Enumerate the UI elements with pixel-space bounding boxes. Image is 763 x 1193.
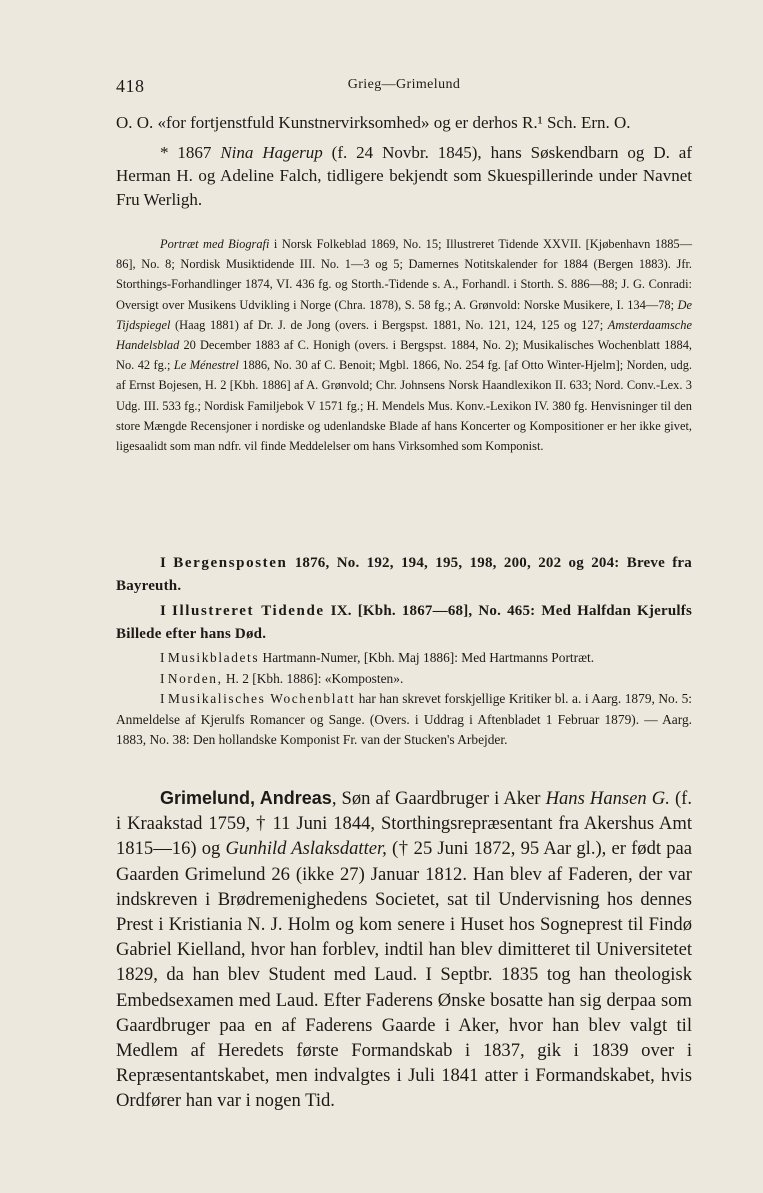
writing-ref-2 <box>116 600 692 646</box>
biblio-italic-3: Amsterdaamsche Handelsblad <box>116 317 692 353</box>
ref-prefix: I <box>160 691 168 707</box>
marriage-prefix: * 1867 <box>160 142 221 162</box>
ref-source: Musikalisches Wochenblatt <box>167 691 356 707</box>
biblio-part-1: i Norsk Folkeblad 1869, No. 15; Illustreret Tidende XXVII. [Kjøbenhavn 1885—86], No. 8; Nordisk Musiktidende III. No. 1—3 og 5; Damernes Notitskalender for 1884 (Bergen 1883). Jfr. Storthings-Forhandlinger 1874, VI. 436 fg. og Storth.-Tidende s. A., Forhandl. i Storth. S. 886—88; J. G. Conradi: Oversigt over Musikens Udvikling i Norge (Chra. 1878), S. 58 fg.; A. Grønvold: Norske Musikere, I. 134—78; <box>116 237 693 312</box>
biblio-lead: Portræt med Biografi <box>160 237 270 251</box>
running-head: Grieg—Grimelund <box>347 77 461 92</box>
biblio-part-3: 20 December 1883 af C. Honigh (overs. i Bergspst. 1884, No. 2); Musikalisches Wochenblatt 1884, No. 42 fg.; <box>116 338 692 373</box>
biblio-italic-4: Le Ménestrel <box>173 358 239 373</box>
entry-name: Grimelund, Andreas <box>160 788 332 808</box>
spouse-name: Nina Hagerup <box>220 142 323 162</box>
page-header <box>116 76 692 98</box>
ref-source: Illustreret Tidende <box>172 603 325 619</box>
biblio-italic-2: De Tijdspiegel <box>116 297 692 332</box>
mother-name: Gunhild Aslaksdatter, <box>225 838 387 860</box>
ref-text: 1876, No. 192, 194, 195, 198, 200, 202 og 204: Breve fra Bayreuth. <box>116 555 692 594</box>
entry-text-2: (f. i Kraakstad 1759, † 11 Juni 1844, Storthingsrepræsentant fra Akershus Amt 1815—16) og <box>116 788 693 860</box>
ref-prefix: I <box>160 603 173 619</box>
writing-ref-3 <box>116 648 692 669</box>
ref-prefix: I <box>160 650 168 665</box>
ref-text: har han skrevet forskjellige Kritiker bl. a. i Aarg. 1879, No. 5: Anmeldelse af Kjerulfs Romancer og Sange. (Overs. i Uddrag i Aftenbladet 1 Februar 1879). — Aarg. 1883, No. 38: Den hollandske Komponist Fr. van der Stucken's Arbejder. <box>116 691 693 748</box>
entry-text-3: († 25 Juni 1872, 95 Aar gl.), er født paa Gaarden Grimelund 26 (ikke 27) Januar 1812. Han blev af Faderen, der var indskreven i Brødremenighedens Societet, sat til Undervisning hos dennes Prest i Kristiania N. J. Holm og kom senere i Huset hos Sogneprest til Findø Gabriel Kielland, hvor han forblev, indtil han blev dimitteret til Universitetet 1829, da han blev Student med Laud. I Septbr. 1835 tog han theologisk Embedsexamen med Laud. Efter Faderens Ønske bosatte han sig derpaa som Gaardbruger paa en af Faderens Gaarde i Aker, hvor han blev valgt til Medlem af Heredets første Formandskab i 1837, gik i 1839 over i Repræsentantskabet, men indvalgtes i Juli 1841 atter i Formandskabet, hvis Ordfører han var i nogen Tid. <box>116 838 692 1112</box>
intro-line: O. O. «for fortjenstfuld Kunstnervirksomhed» og er derhos R.¹ Sch. Ern. O. <box>116 113 631 132</box>
entry-block <box>116 786 692 1114</box>
writing-ref-1 <box>116 552 692 598</box>
entry-paragraph <box>116 786 692 1114</box>
writing-ref-5 <box>116 689 692 751</box>
marriage-paragraph <box>116 141 692 212</box>
ref-prefix: I <box>160 670 168 686</box>
entry-text-1: , Søn af Gaardbruger i Aker <box>331 788 546 809</box>
bibliography-paragraph <box>116 234 692 456</box>
marriage-text: (f. 24 Novbr. 1845), hans Søskendbarn og D. af Herman H. og Adeline Falch, tidligere bekjendt som Skuespillerinde under Navnet Fru Werligh. <box>116 142 693 209</box>
ref-source: Musikbladets <box>167 650 260 665</box>
ref-prefix: I <box>160 555 174 571</box>
biblio-part-4: 1886, No. 30 af C. Benoit; Mgbl. 1866, No. 254 fg. [af Otto Winter-Hjelm]; Norden, udg. af Ernst Bojesen, H. 2 [Kbh. 1886] af A. Grønvold; Chr. Johnsens Norsk Haandlexikon II. 633; Nord. Conv.-Lex. 3 Udg. III. 533 fg.; Nordisk Familjebok V 1571 fg.; H. Mendels Mus. Konv.-Lexikon IV. 380 fg. Henvisninger til den store Mængde Recensjoner i nordiske og udenlandske Blade af hans Koncerter og Kompositioner er her ikke givet, ligesaalidt som man ndfr. vil finde Meddelelser om hans Virksomhed som Komponist. <box>116 358 692 454</box>
intro-block <box>116 111 692 211</box>
ref-text: H. 2 [Kbh. 1886]: «Komposten». <box>222 670 404 686</box>
ref-text: Hartmann-Numer, [Kbh. Maj 1886]: Med Hartmanns Portræt. <box>259 650 595 665</box>
ref-source: Norden, <box>167 670 223 686</box>
bibliography-block <box>116 234 692 456</box>
ref-source: Bergensposten <box>173 555 288 571</box>
writings-block <box>116 552 692 751</box>
writing-ref-4 <box>116 669 692 690</box>
ref-text: IX. [Kbh. 1867—68], No. 465: Med Halfdan Kjerulfs Billede efter hans Død. <box>116 603 692 642</box>
biblio-part-2: (Haag 1881) af Dr. J. de Jong (overs. i Bergspst. 1881, No. 121, 124, 125 og 127; <box>170 317 608 332</box>
page-number: 418 <box>116 76 145 96</box>
father-name: Hans Hansen G. <box>545 788 670 809</box>
